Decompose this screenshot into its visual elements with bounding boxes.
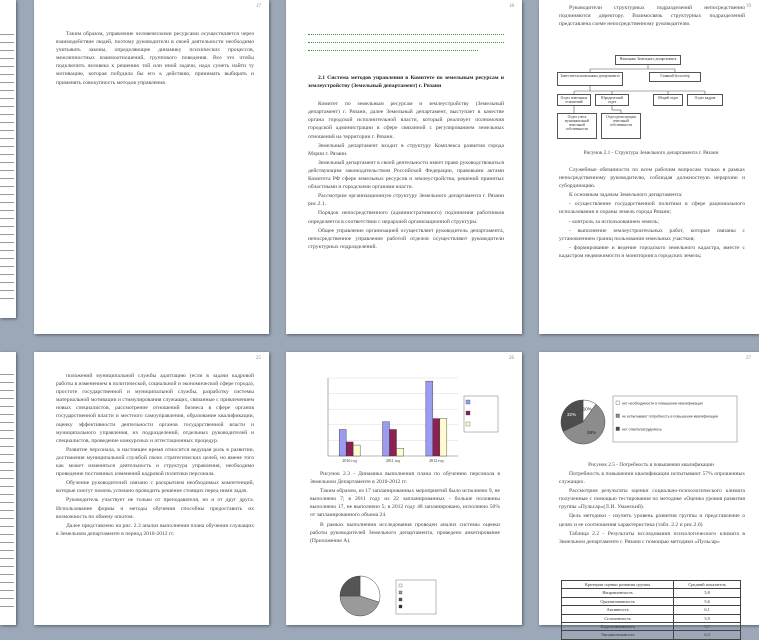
x-tick-label: 2012 год (429, 458, 444, 463)
paragraph: К основным задачам Земельного департамента: (569, 192, 683, 199)
table-cell: Эмоциональность (562, 631, 674, 639)
page-left-partial-top (0, 0, 16, 318)
page-body (559, 470, 745, 547)
page-body (559, 166, 745, 261)
bar (426, 381, 433, 456)
paragraph: Цель методики - изучить уровень развития группы и представление о целях и ее соотношения характеристика (табл. 2.2 и рис.2.6) (559, 513, 745, 528)
document-page-19[interactable] (539, 0, 759, 334)
paragraph: В рамках выполнения исследования проведен анализ системы оценки работы руководителей Земельного департамента, проведено анкетирование (Приложение А). (310, 521, 500, 544)
legend-entry: не испытывают потребность в повышении квалификации (622, 414, 718, 419)
org-box-subunit: Отдел учета муниципальной земельной собственности (557, 113, 597, 139)
legend-swatch (399, 591, 402, 594)
x-tick-label: 2011 год (385, 458, 401, 463)
table-row (562, 589, 741, 597)
page-intro (559, 4, 745, 29)
table-cell: 5,8 (674, 589, 741, 597)
legend-swatch (616, 414, 620, 418)
table-cell: Сплоченность (562, 614, 674, 622)
paragraph: - контроль за использованием земель; (569, 218, 659, 225)
paragraph: положений муниципальной службы адаптацию (если в задачи кадровой работы в изменением в политической, социальной и экономической сфере города), простоте государственной и муниципальной службы, разработку системы материальной мотивации и стимулирования служащих, связанные с привлечением новых специалистов, рассмотрение отношений бизнеса в сфере органов государственной власти и местного самоуправления, образование квалификации, оценку эффективности деятельности органов государственной власти и муниципального управления, их подразделений, отдельных руководителей и специалистов, проведение конкурсных и аттестационных процедур. (56, 373, 254, 444)
section-heading: 2.1 Система методов управления в Комитете по земельным ресурсам и землеустройству (Земельный департамент) г. Рязани (308, 75, 504, 90)
page-left-partial-bottom (0, 352, 16, 625)
paragraph: Руководитель участвует не только от преподавателя, но и от друг друга. Использование формы и методы обучения способны предоставить их возможность по обмену опытом. (56, 497, 254, 520)
legend-entry: нет необходимости в повышении квалификации (622, 401, 703, 406)
table-title: Таблица 2.2 - Результаты исследования психологического климата в Земельном департаменте г. Рязани с помощью методики «Пульсар» (559, 530, 745, 545)
partial-text-lines (0, 374, 14, 614)
qualification-need-pie-chart (549, 388, 739, 456)
paragraph: Развитие персонала, в настоящее время относится ведущая роль в развитии, достижения муниципальной службой своих стратегических целей, но вмене того как может изменяться деятельность и структура управления, необходимо проведение постоянных изменений кадровой политики персонала. (56, 446, 254, 478)
page-number: 27 (746, 356, 751, 361)
page-number: 25 (256, 356, 261, 361)
table-cell: 5,9 (674, 614, 741, 622)
legend-swatch (399, 605, 402, 608)
org-box-accountant: Главный бухгалтер (649, 72, 701, 82)
table-header: Средний показатель (674, 581, 741, 589)
paragraph: Обучение руководителей связано с раскрытием необходимых компетенций, которые смогут помочь успешно проводить решение стоящих перед ними задач. (56, 480, 254, 495)
paragraph: Земельный департамент в своей деятельности имеет право руководствоваться действующим законодательством Российской Федерации, правовыми актами Комитета РФ сфере земельных ресурсов и землеустройства, решений принятых областными и городскими органами власти. (308, 159, 504, 191)
bar (383, 422, 390, 456)
figure-caption: Рисунок 2.1 - Структура Земельного департамента г. Рязани (583, 150, 719, 156)
paragraph: Земельный департамент входит в структуру Комплекса развития города Мэрии г. Рязани. (308, 142, 504, 157)
page-body (310, 470, 500, 546)
document-page-17[interactable] (34, 0, 269, 334)
paragraph: - осуществление государственной политики в сфере рационального использования и охраны земель города Рязани; (559, 201, 745, 216)
pie-label: 58% (587, 430, 597, 436)
table-row (562, 597, 741, 605)
paragraph: Далее представлено на рис. 2.3 анализ выполнения плана обучения служащих в Земельном департаменте в период 2010-2012 гг. (56, 522, 254, 537)
paragraph: Таким образом, из 17 запланированных мероприятий было исполнено 9, не выполнено 7; в 2011 году из 22 запланированных - больше половины выполнено 17, не выполнено 5; в 2012 году 48 запланировано, исполнено 50% от запланированного объема 24. (310, 488, 500, 519)
document-page-26[interactable] (286, 352, 522, 625)
legend-swatch (399, 598, 402, 601)
page-number: 26 (509, 356, 514, 361)
legend-swatch (616, 427, 620, 431)
paragraph: - выполнение землеустроительных работ, которые связаны с установлением границ пользования земельных участков; (559, 227, 745, 242)
org-box-unit: Отдел кадров (687, 94, 723, 106)
pie-slice (340, 576, 360, 596)
org-box-head: Начальник Земельного департамента (615, 55, 681, 65)
bar (440, 419, 447, 456)
spellcheck-underline (308, 40, 504, 43)
org-box-unit: Общий отдел (653, 94, 683, 106)
legend-swatch (616, 401, 620, 405)
partial-text-lines (0, 34, 14, 306)
paragraph: Общее управление организацией осуществляет руководитель департамента, непосредственное управление работой отделов осуществляют руководители структурных подразделений. (308, 227, 504, 250)
table-cell: Организованность (562, 597, 674, 605)
legend-swatch (466, 400, 470, 404)
table-header: Критерии оценки развития группы (562, 581, 674, 589)
page-number: 17 (256, 4, 261, 9)
paragraph: - формирование и ведение городского земельного кадастра, вместе с кадастром недвижимости и мониторинга городских земель; (559, 244, 745, 259)
page-body (56, 30, 254, 88)
document-page-18[interactable] (286, 0, 522, 334)
chart-caption: Рисунок 2.3 - Динамика выполнения плана по обучению персонала в Земельном Департаменте в 2010-2012 гг. (310, 471, 500, 486)
table-cell: 6,3 (674, 631, 741, 639)
page-number: 18 (509, 4, 514, 9)
table-row (562, 623, 741, 631)
bar (339, 429, 346, 456)
pulsar-results-table (561, 580, 741, 640)
legend-swatch (466, 422, 470, 426)
paragraph: Руководители структурных подразделений непосредственно подчиняются директору. Взаимосвязь структурных подразделений представлена схеме непосредственному руководителю. (559, 5, 745, 28)
legend-swatch (399, 584, 402, 587)
table-cell: 5,7 (674, 623, 741, 631)
paragraph: Рассмотрим организационную структуру Земельного департамента г. Рязани рис.2.1. (308, 193, 504, 208)
training-plan-bar-chart (306, 366, 506, 466)
table-cell: 6,1 (674, 606, 741, 614)
org-box-subunit: Отдел регистрации земельной собственности (601, 113, 641, 139)
bar (433, 419, 440, 456)
paragraph: Служебные обязанности по всем рабочим вопросам только в рамках непосредственному руководителю, соблюдая должностную иерархию и субординацию. (559, 167, 745, 190)
bar (346, 442, 353, 456)
org-box-unit: Юридический отдел (595, 94, 629, 106)
page-body (308, 66, 504, 252)
bar (390, 429, 397, 456)
table-cell: Активность (562, 606, 674, 614)
x-tick-label: 2010 год (342, 458, 357, 463)
legend-swatch (466, 411, 470, 415)
org-box-unit: Отдел земельных отношений (557, 94, 591, 106)
bar (397, 448, 404, 456)
table-row (562, 606, 741, 614)
page-body (56, 372, 254, 539)
table-row (562, 631, 741, 639)
document-page-27[interactable] (539, 352, 759, 638)
paragraph: Рассмотрим результаты оценки социально-психологического климата полученные с помощью тестирования по методике «Оценка уровня развития группы «Пульсар»(Л.И. Уманский). (559, 488, 745, 511)
org-connectors (557, 55, 747, 155)
table-cell: 5,6 (674, 597, 741, 605)
bar (353, 445, 360, 456)
figure-caption: Рисунок 2.5 - Потребность в повышении квалификации (588, 462, 714, 468)
paragraph: Таким образом, управление человеческими ресурсами осуществляется через взаимодействие людей, поэтому руководители в своей деятельности необходимо учитывать законы, определяющие динамику психических процессов, межличностных взаимоотношений, группового поведения. Все это чтобы подключить человека к решению той или иной задачи, надо суметь найти ту мотивацию, которая побудила бы его к действию, принимать выбирать и применять совокупность методов управления. (56, 31, 254, 86)
survey-pie-chart-small (336, 566, 456, 626)
org-structure-diagram (557, 55, 747, 155)
paragraph: Порядок непосредственного (административного) подчинения работников определяется в соответствии с иерархией организационной структуры. (308, 210, 504, 225)
paragraph: Комитет по земельным ресурсам и землеустройству (Земельный департамент) г. Рязани, далее Земельный департамент, выступает в качестве органа городской исполнительной власти, который реализует полномочия городской администрации в сфере связанной с регулированием земельных отношений на территории г. Рязани. (308, 101, 504, 140)
pie-label: 32% (566, 412, 576, 418)
paragraph: Потребность в повышении квалификации испытывают 57% опрошенных служащих. (559, 471, 745, 486)
spellcheck-underline (308, 32, 504, 35)
table-row (562, 614, 741, 622)
page-number: 19 (746, 4, 751, 9)
table-cell: Подготовленность (562, 623, 674, 631)
document-page-25[interactable] (34, 352, 269, 625)
spellcheck-underline (308, 48, 478, 51)
legend-entry: нет ответа/затрудняюсь (622, 427, 662, 432)
pie-label: 10% (582, 406, 592, 412)
org-box-deputy: Заместитель начальника департамента (557, 72, 623, 86)
table-cell: Направленность (562, 589, 674, 597)
